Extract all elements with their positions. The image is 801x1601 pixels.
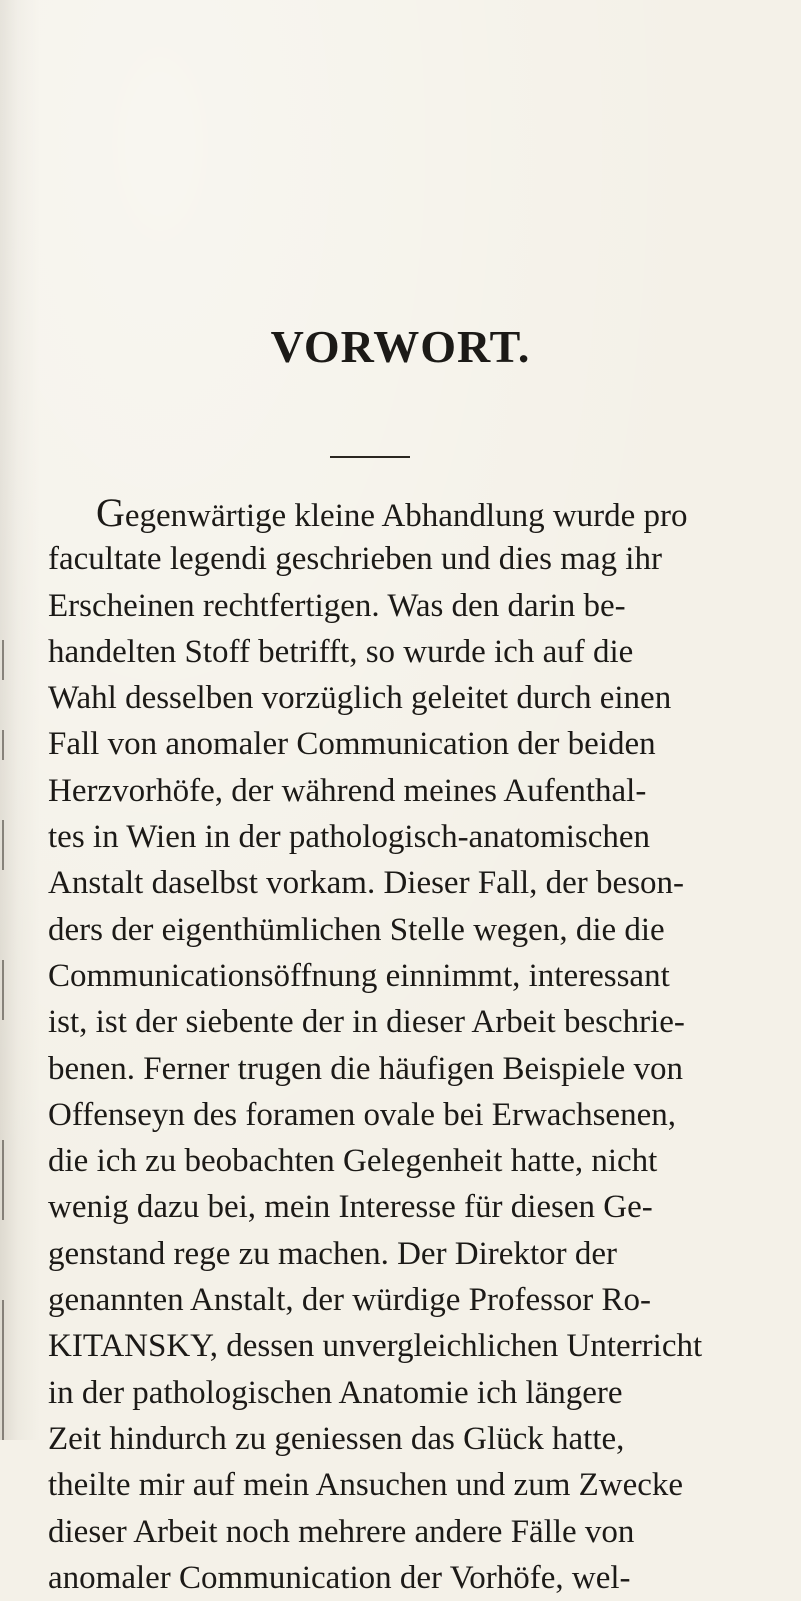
text-line: ders der eigenthümlichen Stelle wegen, die die [48, 911, 665, 948]
preface-text [48, 490, 748, 1601]
text-line: Herzvorhöfe, der während meines Aufenthal- [48, 772, 647, 809]
text-line: genannten Anstalt, der würdige Professor Ro- [48, 1282, 652, 1319]
text-line: ist, ist der siebente der in dieser Arbeit beschrie- [48, 1004, 685, 1041]
text-line: in der pathologischen Anatomie ich längere [48, 1374, 623, 1411]
text-line-first [48, 490, 748, 536]
text-line: facultate legendi geschrieben und dies mag ihr [48, 541, 662, 578]
text-line: Offenseyn des foramen ovale bei Erwachsenen, [48, 1096, 676, 1133]
title-rule [330, 456, 410, 458]
text-line: wenig dazu bei, mein Interesse für diesen Ge- [48, 1189, 653, 1226]
text-line: Zeit hindurch zu geniessen das Glück hatte, [48, 1420, 625, 1457]
text-line: Communicationsöffnung einnimmt, interessant [48, 957, 670, 994]
page-title: VORWORT. [270, 321, 531, 372]
binding-gutter [2, 640, 18, 1440]
text-line: Erscheinen rechtfertigen. Was den darin be- [48, 587, 626, 624]
text-line: handelten Stoff betrifft, so wurde ich auf die [48, 633, 634, 670]
text-line: dieser Arbeit noch mehrere andere Fälle von [48, 1513, 635, 1550]
text-line: Wahl desselben vorzüglich geleitet durch einen [48, 680, 672, 717]
text-line: genstand rege zu machen. Der Direktor der [48, 1235, 617, 1272]
text-line: anomaler Communication der Vorhöfe, wel- [48, 1559, 631, 1596]
text-line: theilte mir auf mein Ansuchen und zum Zwecke [48, 1467, 684, 1504]
text-line: Fall von anomaler Communication der beiden [48, 726, 656, 763]
text-line: benen. Ferner trugen die häufigen Beispiele von [48, 1050, 684, 1087]
first-line-text: egenwärtige kleine Abhandlung wurde pro [124, 498, 688, 534]
text-line: KITANSKY, dessen unvergleichlichen Unterricht [48, 1328, 703, 1365]
initial-letter: G [96, 490, 125, 535]
text-line: tes in Wien in der pathologisch-anatomischen [48, 819, 650, 856]
text-line: die ich zu beobachten Gelegenheit hatte, nicht [48, 1143, 658, 1180]
text-line: Anstalt daselbst vorkam. Dieser Fall, der beson- [48, 865, 685, 902]
